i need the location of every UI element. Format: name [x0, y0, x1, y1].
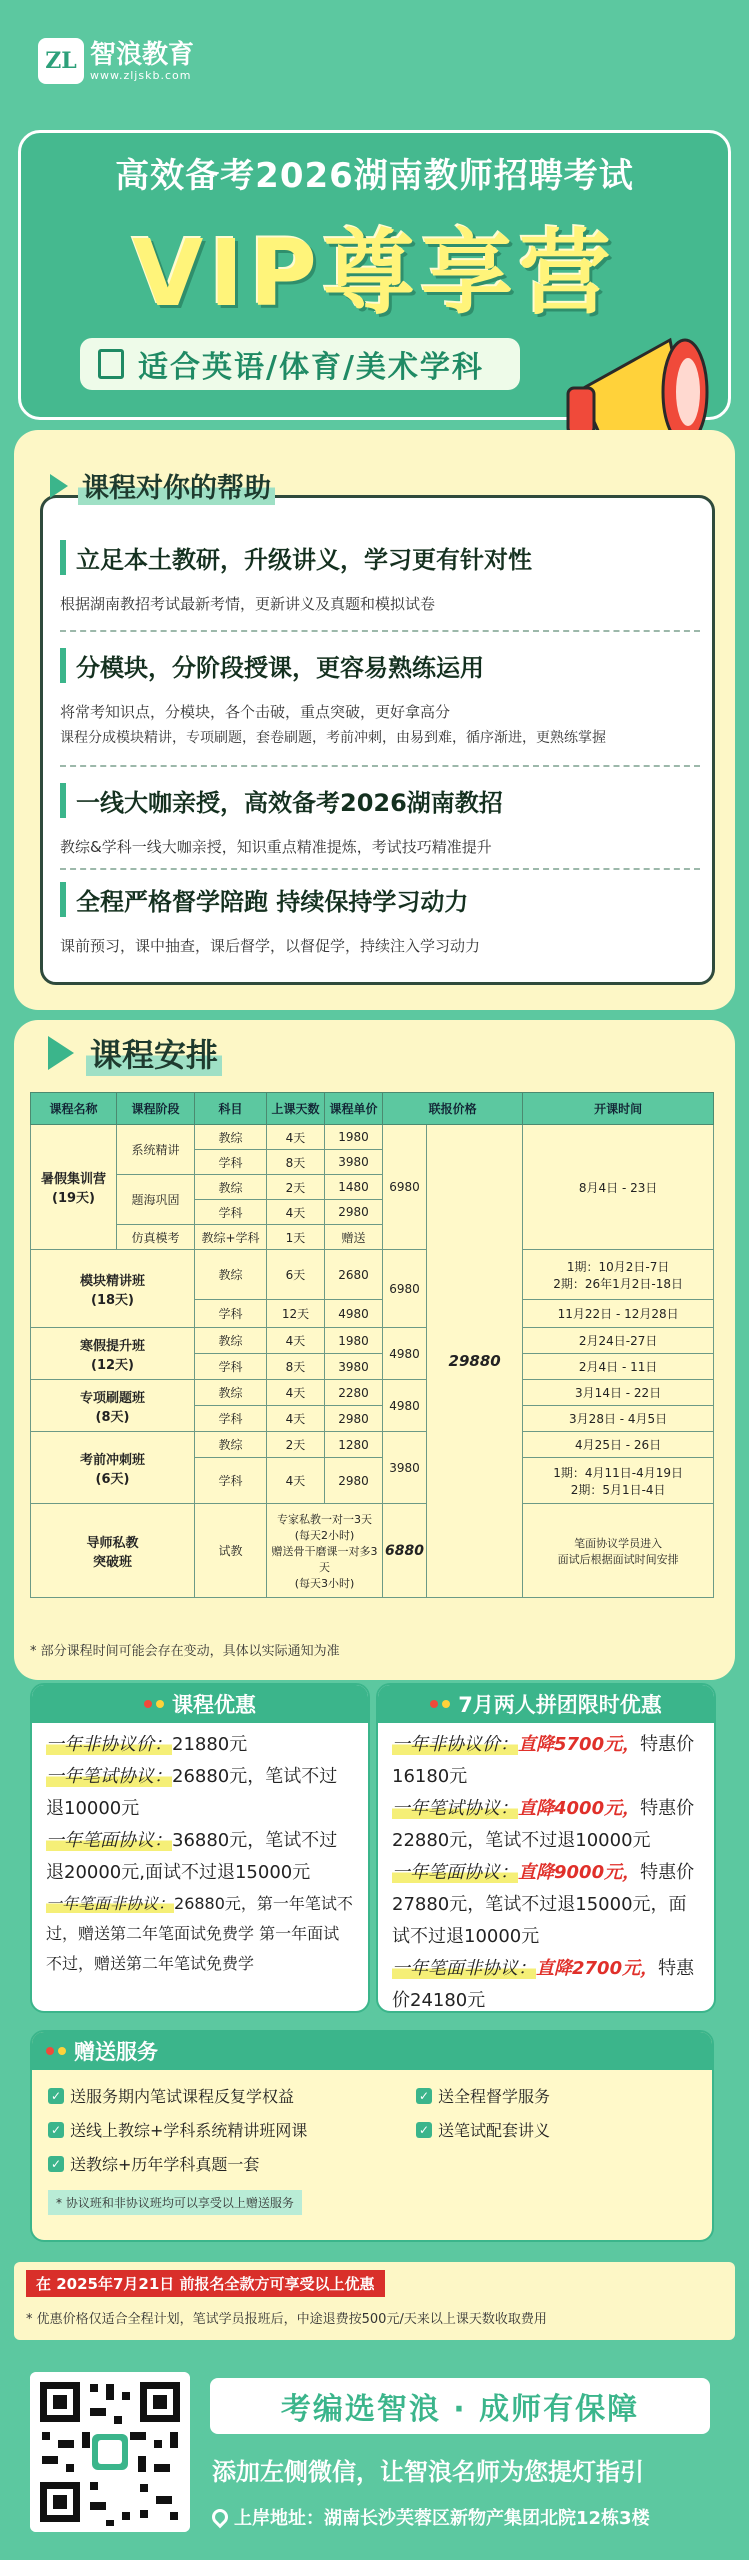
col-header: 科目 [195, 1093, 267, 1125]
course-dates: 3月14日 - 22日 [523, 1380, 714, 1406]
col-header: 开课时间 [523, 1093, 714, 1125]
deadline-text: 在 2025年7月21日 前报名全款方可享受以上优惠 [26, 2270, 385, 2297]
gift-item: ✓ 送全程督学服务 [416, 2084, 550, 2107]
help-item [60, 882, 700, 959]
discount-header [32, 1685, 368, 1723]
course-price: 3980 [325, 1150, 383, 1175]
book-icon [98, 349, 124, 379]
refund-note: * 优惠价格仅适合全程计划，笔试学员报班后，中途退费按500元/天来以上课天数收取费用 [26, 2312, 547, 2327]
course-price: 1280 [325, 1432, 383, 1458]
course-subject: 教综 [195, 1250, 267, 1300]
schedule-note: * 部分课程时间可能会存在变动，具体以实际通知为准 [30, 1640, 340, 1659]
course-dates: 笔面协议学员进入 面试后根据面试时间安排 [523, 1504, 714, 1598]
course-price: 3980 [325, 1354, 383, 1380]
course-stage: 题海巩固 [117, 1175, 195, 1225]
course-name: 考前冲刺班 (6天) [31, 1432, 195, 1504]
help-item-text: 课程分成模块精讲，专项刷题，套卷刷题，考前冲刺，由易到难，循序渐进，更熟练掌握 [60, 730, 606, 746]
course-subject: 学科 [195, 1458, 267, 1504]
course-price: 2980 [325, 1458, 383, 1504]
hero-subtitle: 高效备考2026湖南教师招聘考试 [115, 156, 634, 196]
group-discount-box [376, 1683, 716, 2013]
course-dates: 11月22日 - 12月28日 [523, 1300, 714, 1328]
table-row [31, 1432, 714, 1458]
check-icon: ✓ [416, 2122, 432, 2138]
gift-header [32, 2032, 712, 2070]
combo-price: 6980 [383, 1125, 427, 1250]
course-days: 2天 [267, 1432, 325, 1458]
combo-price: 4980 [383, 1328, 427, 1380]
group-line: 一年笔面协议：直降9000元，特惠价27880元，笔试不过退15000元，面试不过退10000元 [392, 1862, 695, 1947]
gift-box [30, 2030, 714, 2242]
group-discount-title: 7月两人拼团限时优惠 [458, 1693, 662, 1717]
subject-tag [80, 338, 520, 390]
address-text: 上岸地址：湖南长沙芙蓉区新物产集团北院12栋3楼 [234, 2508, 650, 2529]
schedule-table [30, 1092, 714, 1598]
help-item-text: 课前预习，课中抽查，课后督学，以督促学，持续注入学习动力 [60, 937, 481, 955]
gift-item: ✓ 送线上教综+学科系统精讲班网课 [48, 2118, 307, 2141]
address [212, 2504, 650, 2530]
course-price: 赠送 [325, 1225, 383, 1250]
table-row [31, 1328, 714, 1354]
help-item-heading: 全程严格督学陪跑 持续保持学习动力 [60, 882, 700, 917]
course-price: 1480 [325, 1175, 383, 1200]
schedule-section-header [48, 1030, 222, 1076]
help-item-heading: 立足本土教研，升级讲义，学习更有针对性 [60, 540, 700, 575]
help-item-heading: 一线大咖亲授，高效备考2026湖南教招 [60, 783, 700, 818]
brand-url: www.zljskb.com [90, 68, 192, 82]
combo-price: 3980 [383, 1432, 427, 1504]
wechat-prompt: 添加左侧微信，让智浪名师为您提灯指引 [212, 2458, 644, 2486]
course-subject: 学科 [195, 1406, 267, 1432]
help-item-text: 根据湖南教招考试最新考情，更新讲义及真题和模拟试卷 [60, 595, 436, 613]
footer-slogan: 考编选智浪 · 成师有保障 [210, 2378, 710, 2434]
combo-price: 6880 [383, 1504, 427, 1598]
gift-title: 赠送服务 [74, 2040, 158, 2064]
course-dates: 1期：10月2日-7日 2期：26年1月2日-18日 [523, 1250, 714, 1300]
combo-price: 4980 [383, 1380, 427, 1432]
discount-title: 课程优惠 [172, 1693, 256, 1717]
dots-icon [46, 2047, 66, 2055]
course-subject: 试教 [195, 1504, 267, 1598]
table-row [31, 1380, 714, 1406]
dots-icon [430, 1700, 450, 1708]
divider [60, 630, 700, 632]
check-icon: ✓ [48, 2156, 64, 2172]
divider [60, 765, 700, 767]
course-name: 寒假提升班 (12天) [31, 1328, 195, 1380]
col-header: 上课天数 [267, 1093, 325, 1125]
table-row [31, 1504, 714, 1598]
course-dates: 4月25日 - 26日 [523, 1432, 714, 1458]
course-name: 暑假集训营 (19天) [31, 1125, 117, 1250]
divider [60, 868, 700, 870]
col-header: 课程名称 [31, 1093, 117, 1125]
discount-box [30, 1683, 370, 2013]
course-stage: 系统精讲 [117, 1125, 195, 1175]
course-price: 1980 [325, 1125, 383, 1150]
course-days: 1天 [267, 1225, 325, 1250]
help-section-header [50, 466, 275, 505]
course-subject: 教综 [195, 1432, 267, 1458]
help-item [60, 648, 700, 751]
help-item-text: 教综&学科一线大咖亲授，知识重点精准提炼，考试技巧精准提升 [60, 838, 492, 856]
help-item [60, 540, 700, 617]
course-subject: 学科 [195, 1354, 267, 1380]
group-line: 一年非协议价：直降5700元，特惠价16180元 [392, 1734, 695, 1787]
course-days: 4天 [267, 1328, 325, 1354]
location-pin-icon [209, 2506, 232, 2529]
play-arrow-icon [50, 474, 68, 498]
course-price: 2680 [325, 1250, 383, 1300]
qr-code[interactable] [30, 2372, 190, 2532]
help-section-title: 课程对你的帮助 [78, 466, 275, 505]
course-name: 模块精讲班 (18天) [31, 1250, 195, 1328]
help-item [60, 783, 700, 860]
course-days: 4天 [267, 1458, 325, 1504]
course-subject: 教综 [195, 1175, 267, 1200]
course-subject: 教综 [195, 1328, 267, 1354]
gift-item: ✓ 送笔试配套讲义 [416, 2118, 550, 2141]
table-header-row [31, 1093, 714, 1125]
gift-item: ✓ 送服务期内笔试课程反复学权益 [48, 2084, 294, 2107]
course-days: 4天 [267, 1200, 325, 1225]
course-dates: 8月4日 - 23日 [523, 1125, 714, 1250]
group-line: 一年笔面非协议：直降2700元，特惠价24180元 [392, 1958, 695, 2011]
discount-line: 一年笔面协议：36880元，笔试不过退20000元,面试不过退15000元 [46, 1830, 338, 1883]
course-price: 2980 [325, 1200, 383, 1225]
discount-line: 一年笔面非协议：26880元，第一年笔试不过，赠送第二年笔面试免费学 第一年面试不过，赠送第二年笔试免费学 [46, 1894, 353, 1973]
course-days: 2天 [267, 1175, 325, 1200]
course-stage: 仿真模考 [117, 1225, 195, 1250]
gift-item: ✓ 送教综+历年学科真题一套 [48, 2152, 259, 2175]
course-dates: 1期：4月11日-4月19日 2期：5月1日-4日 [523, 1458, 714, 1504]
col-header: 课程阶段 [117, 1093, 195, 1125]
gift-note: * 协议班和非协议班均可以享受以上赠送服务 [48, 2190, 302, 2215]
course-price: 2280 [325, 1380, 383, 1406]
course-subject: 教综 [195, 1380, 267, 1406]
course-dates: 2月4日 - 11日 [523, 1354, 714, 1380]
discount-line: 一年笔试协议：26880元，笔试不过退10000元 [46, 1766, 338, 1819]
course-days: 4天 [267, 1406, 325, 1432]
col-header: 课程单价 [325, 1093, 383, 1125]
course-price: 2980 [325, 1406, 383, 1432]
course-days: 8天 [267, 1354, 325, 1380]
col-header: 联报价格 [383, 1093, 523, 1125]
combo-price: 6980 [383, 1250, 427, 1328]
course-subject: 学科 [195, 1300, 267, 1328]
course-subject: 学科 [195, 1200, 267, 1225]
logo-mark: ZL [38, 38, 84, 84]
brand-logo [38, 38, 194, 84]
course-subject: 教综+学科 [195, 1225, 267, 1250]
check-icon: ✓ [48, 2088, 64, 2104]
check-icon: ✓ [416, 2088, 432, 2104]
hero-title: VIP尊享营 [132, 220, 617, 327]
dots-icon [144, 1700, 164, 1708]
course-days: 12天 [267, 1300, 325, 1328]
course-days: 8天 [267, 1150, 325, 1175]
course-days: 4天 [267, 1380, 325, 1406]
schedule-section-title: 课程安排 [86, 1030, 222, 1076]
help-item-heading: 分模块，分阶段授课，更容易熟练运用 [60, 648, 700, 683]
course-days: 6天 [267, 1250, 325, 1300]
table-row [31, 1125, 714, 1150]
course-dates: 3月28日 - 4月5日 [523, 1406, 714, 1432]
discount-line: 一年非协议价：21880元 [46, 1734, 248, 1755]
course-days: 4天 [267, 1125, 325, 1150]
course-dates: 2月24日-27日 [523, 1328, 714, 1354]
deadline-notice [14, 2262, 735, 2340]
play-arrow-icon [48, 1036, 74, 1070]
course-name: 专项刷题班 (8天) [31, 1380, 195, 1432]
brand-name: 智浪教育 [90, 39, 195, 70]
group-line: 一年笔试协议：直降4000元，特惠价22880元，笔试不过退10000元 [392, 1798, 695, 1851]
course-price: 4980 [325, 1300, 383, 1328]
course-subject: 教综 [195, 1125, 267, 1150]
total-price: 29880 [426, 1125, 522, 1598]
group-discount-header [378, 1685, 714, 1723]
table-row [31, 1250, 714, 1300]
course-name: 导师私教 突破班 [31, 1504, 195, 1598]
help-item-text: 将常考知识点，分模块，各个击破，重点突破，更好拿高分 [60, 703, 451, 721]
course-price: 1980 [325, 1328, 383, 1354]
private-desc: 专家私教一对一3天 (每天2小时) 赠送骨干磨课一对多3天 (每天3小时) [267, 1504, 383, 1598]
check-icon: ✓ [48, 2122, 64, 2138]
course-subject: 学科 [195, 1150, 267, 1175]
subject-tag-label: 适合英语/体育/美术学科 [138, 350, 484, 385]
